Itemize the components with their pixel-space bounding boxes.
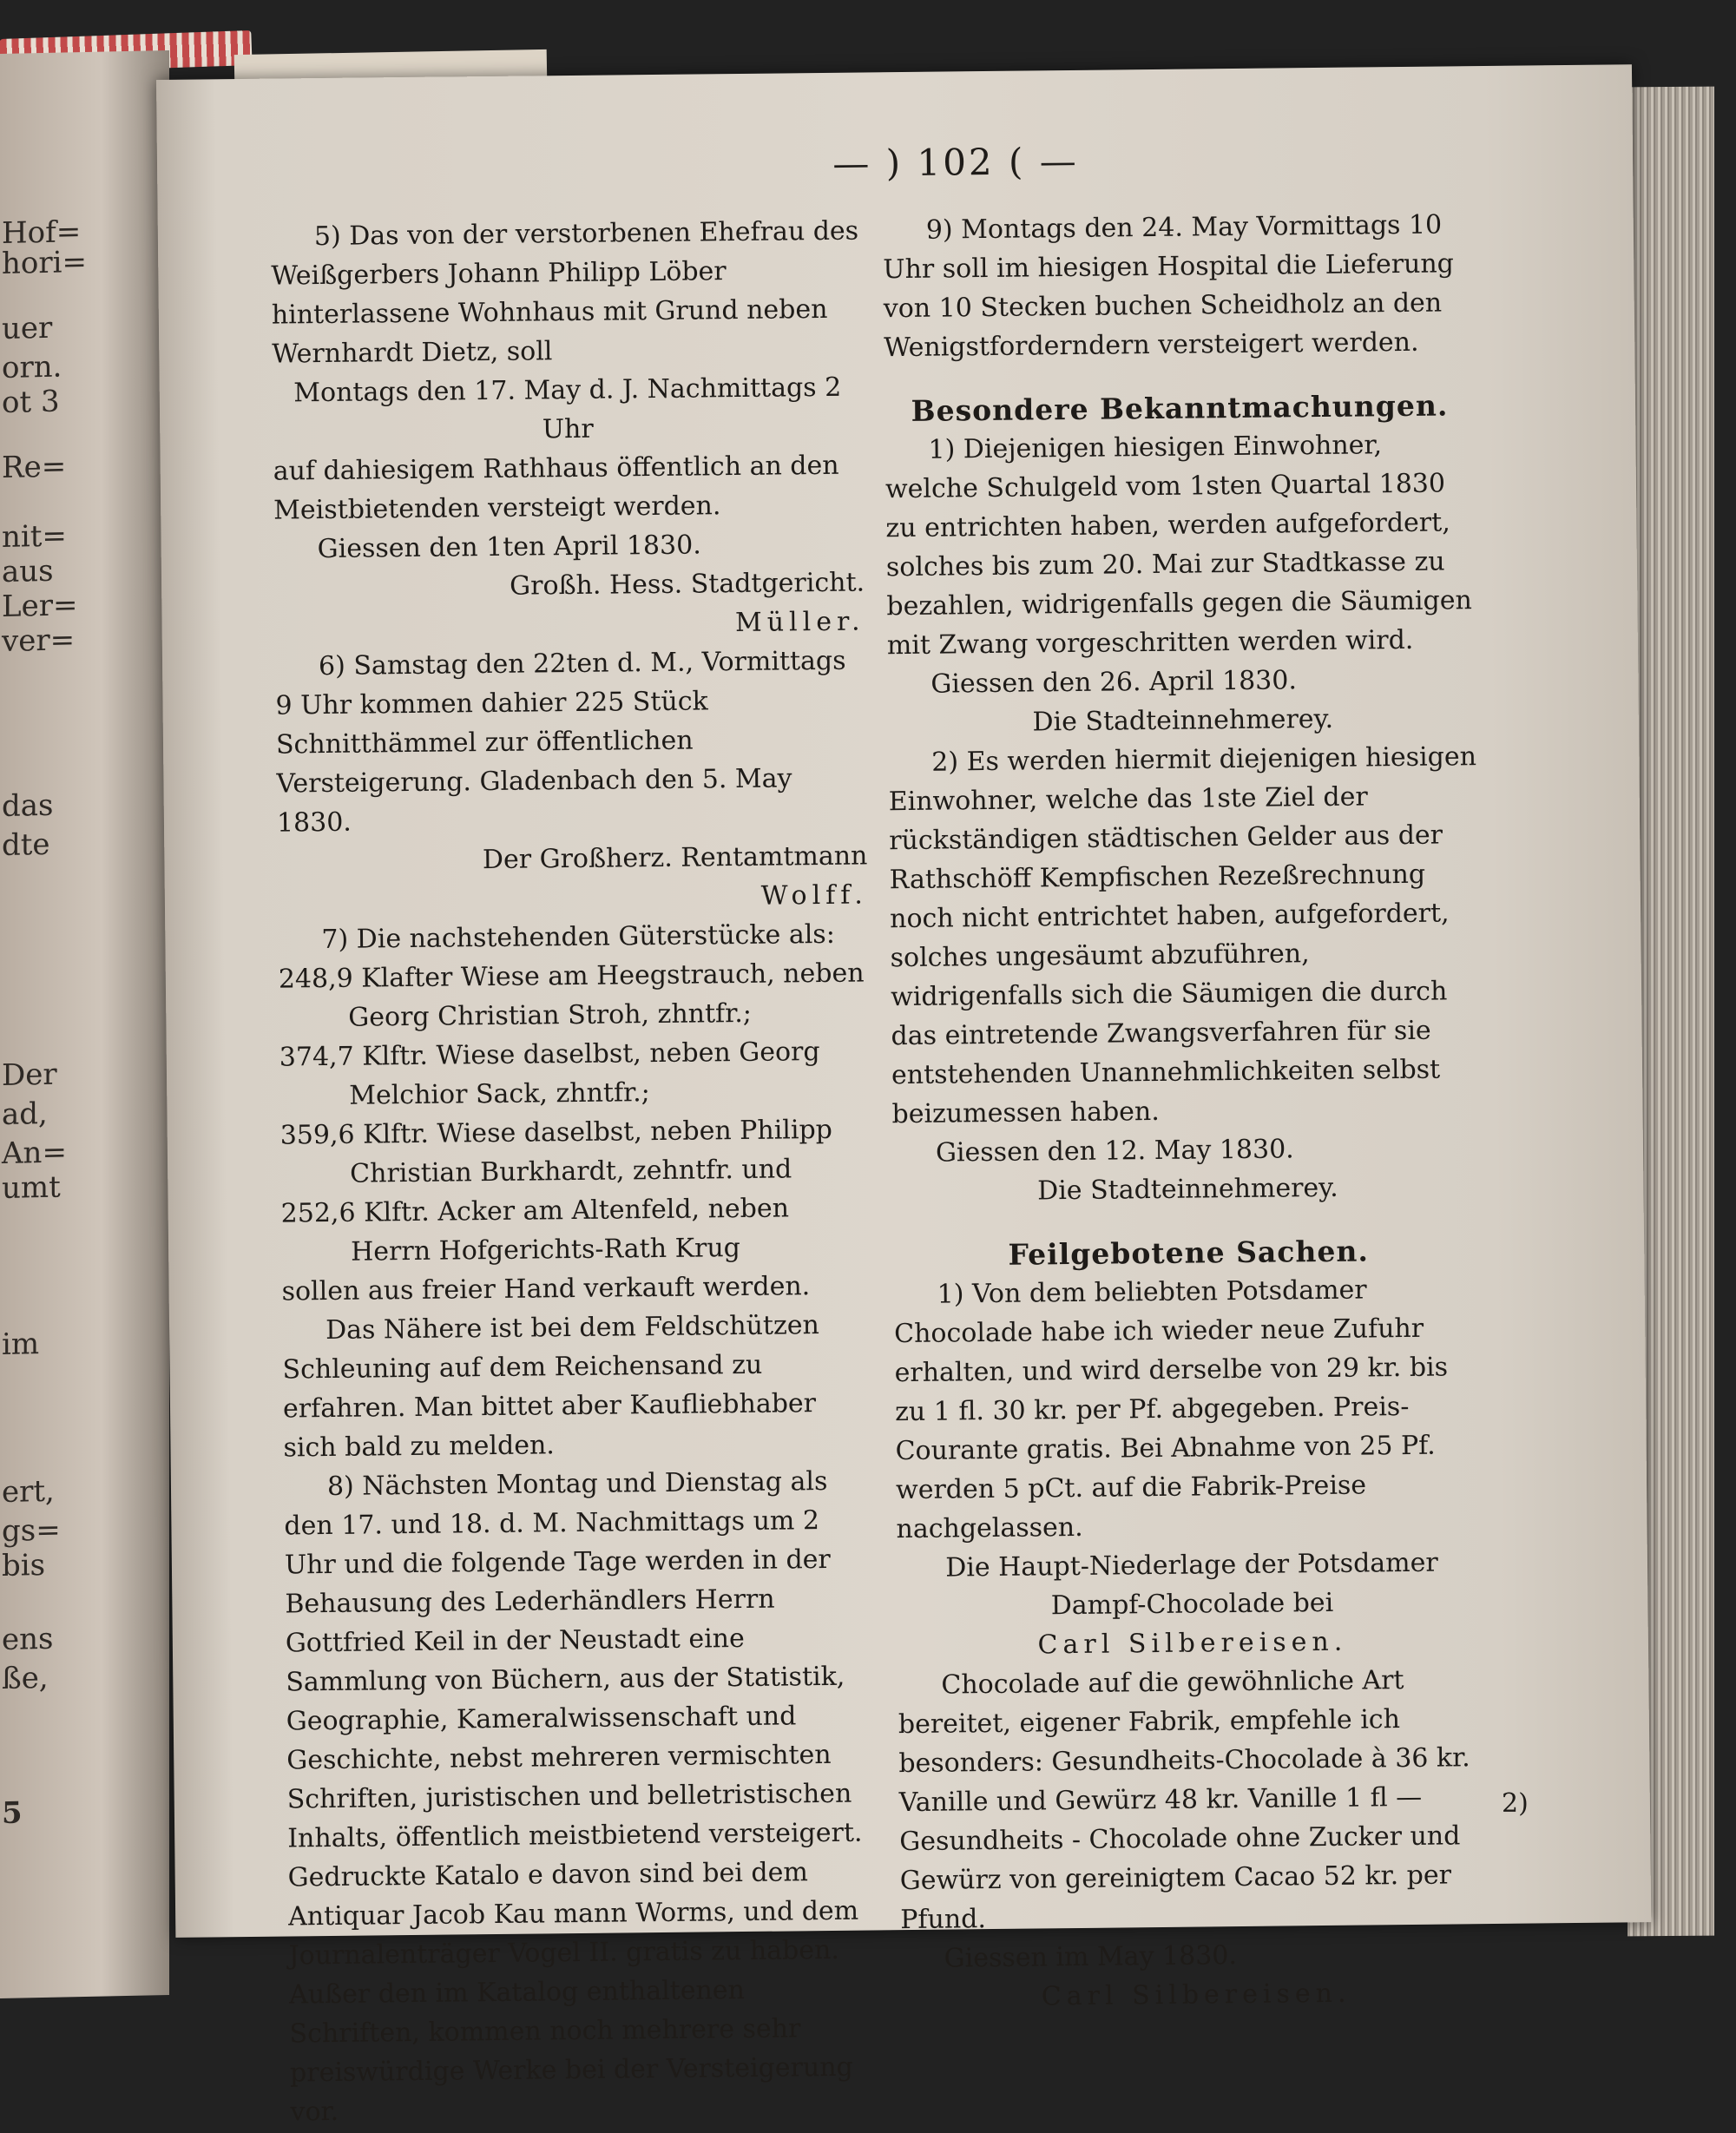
announcement-1-sig: Die Stadteinnehmerey. — [1032, 703, 1334, 738]
notice-9: 9) Montags den 24. May Vormittags 10 Uhr soll im hiesigen Hospital die Lieferung von 10 Stecken buchen Scheidholz an den Wenigstforderndern versteigert werden. — [883, 209, 1455, 364]
notice-5-cont: auf dahiesigem Rathhaus öffentlich an den Meistbietenden versteigt werden. — [273, 450, 839, 526]
notice-7-end: sollen aus freier Hand verkauft werden. — [281, 1271, 811, 1307]
notice-5-place: Giessen den 1ten April 1830. — [317, 530, 701, 565]
notice-8: 8) Nächsten Montag und Dienstag als den 17. und 18. d. M. Nachmittags um 2 Uhr und die folgende Tage werden in der Behausung des Lederhändlers Herrn Gottfried Keil in der Neustadt eine Sammlung von Büchern, aus der Statistik, Geographie, Kameralwissenschaft und Geschichte, nebst mehreren vermischten Schriften, juristischen und belletristischen Inhalts, öffentlich meistbietend versteigert. Gedruckte Katalo e davon sind bei dem Antiquar Jacob Kau mann Worms, und dem Journalenträger Vogel II. gratis zu haben. Außer den im Katalog enthaltenen Schriften, kommen noch mehrere sehr preiswürdige Werke bei der Versteigerung vor. — [284, 1465, 863, 2128]
notice-7-intro: 7) Die nachstehenden Güterstücke als: — [321, 918, 836, 956]
prev-fragment: ert, — [2, 1473, 55, 1511]
prev-fragment: orn. — [2, 349, 62, 386]
notice-6: 6) Samstag den 22ten d. M., Vormittags 9 Uhr kommen dahier 225 Stück Schnitthämmel zur öffentlichen Versteigerung. Gladenbach den 5. May 1830. — [275, 645, 846, 839]
notice-6-sig-name: Wolff. — [760, 879, 869, 912]
prev-fragment: gs= — [2, 1512, 61, 1550]
prev-fragment: bis — [2, 1547, 46, 1584]
prev-fragment: aus — [2, 553, 54, 590]
sale-item-2-sig: Carl Silbereisen. — [1041, 1978, 1351, 2012]
prev-fragment: 5 — [2, 1795, 23, 1832]
announcement-1-place: Giessen den 26. April 1830. — [930, 665, 1298, 700]
notice-7-item: 359,6 Klftr. Wiese daselbst, neben Philipp Christian Burkhardt, zehntfr. und — [279, 1114, 833, 1189]
sale-item-2: Chocolade auf die gewöhnliche Art bereitet, eigener Fabrik, empfehle ich besonders: Gesundheits-Chocolade à 36 kr. Vanille und Gewürz 48 kr. Vanille 1 fl — Gesundheits - Chocolade ohne Zucker und Gewürz von gereinigtem Cacao 52 kr. per Pfund. — [898, 1665, 1470, 1936]
sale-item-1-sig-line2: Dampf-Chocolade bei — [1050, 1587, 1334, 1622]
prev-fragment: ad, — [2, 1096, 48, 1133]
notice-7-item: 252,6 Klftr. Acker am Altenfeld, neben Herrn Hofgerichts-Rath Krug — [280, 1193, 790, 1267]
section-heading-announcements: Besondere Bekanntmachungen. — [911, 388, 1449, 428]
prev-fragment: das — [2, 787, 54, 825]
prev-fragment: dte — [2, 826, 50, 864]
notice-7-item: 248,9 Klafter Wiese am Heegstrauch, neben Georg Christian Stroh, zhntfr.; — [278, 958, 865, 1033]
notice-7-item: 374,7 Klftr. Wiese daselbst, neben Georg Melchior Sack, zhntfr.; — [279, 1037, 820, 1111]
sale-item-2-place: Giessen im May 1830. — [944, 1940, 1238, 1974]
notice-5-sig-office: Großh. Hess. Stadtgericht. — [509, 567, 865, 602]
prev-fragment: im — [2, 1327, 40, 1363]
prev-fragment: Hof= — [2, 214, 82, 252]
notice-5: 5) Das von der verstorbenen Ehefrau des Weißgerbers Johann Philipp Löber hinterlassene Wohnhaus mit Grund neben Wernhardt Dietz, soll — [271, 215, 859, 370]
notice-7-more: Das Nähere ist bei dem Feldschützen Schleuning auf dem Reichensand zu erfahren. Man bittet aber Kaufliebhaber sich bald zu melden. — [282, 1310, 820, 1464]
right-column — [883, 205, 1492, 2018]
prev-fragment: hori= — [2, 244, 87, 282]
prev-fragment: An= — [2, 1135, 67, 1172]
book-page — [156, 64, 1651, 2128]
prev-fragment: ße, — [2, 1660, 49, 1697]
notice-5-sig-name: Müller. — [734, 606, 865, 639]
catchword: 2) — [1502, 1788, 1529, 1819]
announcement-2-sig: Die Stadteinnehmerey. — [1036, 1172, 1338, 1207]
announcement-1: 1) Diejenigen hiesigen Einwohner, welche Schulgeld vom 1sten Quartal 1830 zu entrichten haben, werden aufgefordert, solches bis zum 20. Mai zur Stadtkasse zu bezahlen, widrigenfalls gegen die Säumigen mit Zwang vorgeschritten werden wird. — [884, 430, 1473, 662]
announcement-2: 2) Es werden hiermit diejenigen hiesigen Einwohner, welche das 1ste Ziel der rückständigen städtischen Gelder aus der Rathschöff Kempfischen Rezeßrechnung noch nicht entrichtet haben, aufgefordert, solches ungesäumt abzuführen, widrigenfalls sich die Säumigen die durch das eintretende Zwangsverfahren für sie entstehenden Unannehmlichkeiten selbst beizumessen haben. — [888, 741, 1477, 1130]
sale-item-1-sig-line1: Die Haupt-Niederlage der Potsdamer — [945, 1547, 1438, 1583]
notice-5-date: Montags den 17. May d. J. Nachmittags 2 Uhr — [293, 372, 842, 445]
prev-fragment: Ler= — [2, 588, 78, 625]
prev-fragment: ot 3 — [2, 384, 60, 421]
sale-item-1-sig-name: Carl Silbereisen. — [1037, 1626, 1348, 1661]
page-header: — ) 102 ( — — [832, 139, 1079, 185]
prev-fragment: Der — [2, 1057, 57, 1094]
prev-fragment: ver= — [2, 622, 76, 660]
sale-item-1: 1) Von dem beliebten Potsdamer Chocolade habe ich wieder neue Zufuhr erhalten, und wird derselbe von 29 kr. bis zu 1 fl. 30 kr. per Pf. abgegeben. Preis-Courante gratis. Bei Abnahme von 25 Pf. werden 5 pCt. auf die Fabrik-Preise nachgelassen. — [893, 1274, 1449, 1545]
prev-fragment: Re= — [2, 449, 67, 486]
announcement-2-place: Giessen den 12. May 1830. — [935, 1134, 1294, 1169]
previous-page-edge — [0, 50, 169, 1998]
prev-fragment: umt — [2, 1169, 61, 1207]
section-heading-for-sale: Feilgebotene Sachen. — [1008, 1234, 1370, 1272]
left-column — [271, 212, 881, 2132]
prev-fragment: ens — [2, 1621, 54, 1658]
prev-fragment: nit= — [2, 518, 67, 556]
notice-6-sig-office: Der Großherz. Rentamtmann — [482, 840, 868, 876]
prev-fragment: uer — [2, 310, 53, 347]
